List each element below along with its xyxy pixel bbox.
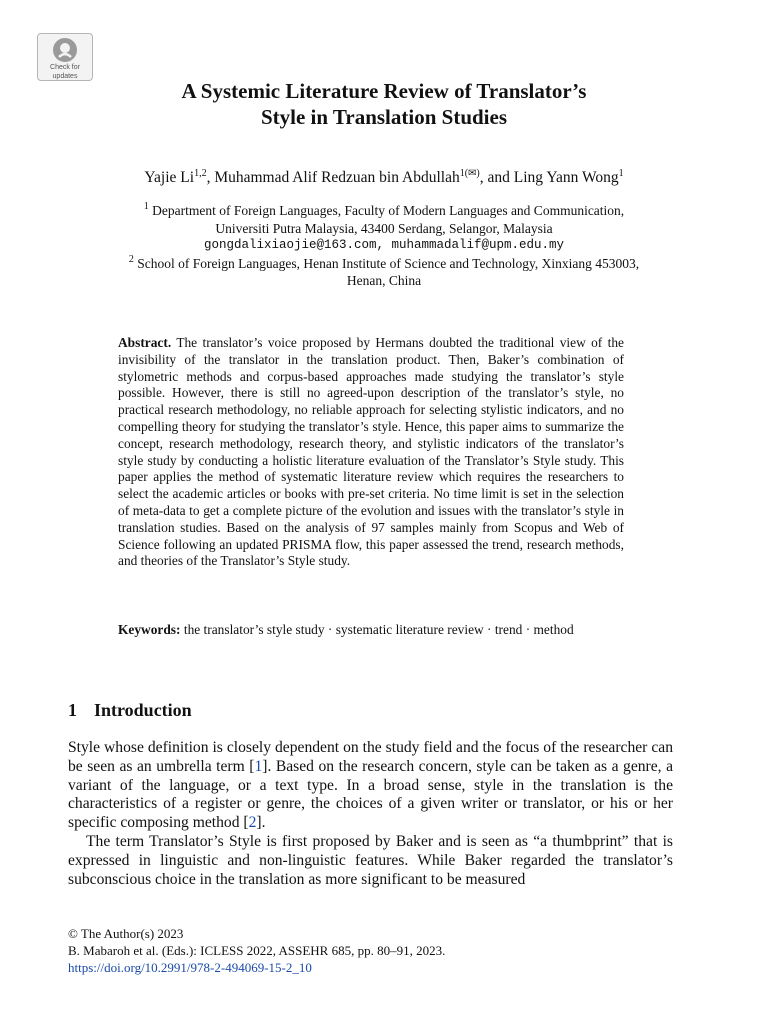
author-2: , Muhammad Alif Redzuan bin Abdullah — [206, 169, 460, 186]
paper-title — [0, 78, 768, 130]
affiliation-1-text: Department of Foreign Languages, Faculty of Modern Languages and Communication, — [152, 203, 625, 218]
section-number: 1 — [68, 700, 77, 720]
paragraph-1 — [68, 739, 673, 833]
p1-text-a: Style whose definition is closely dependent on the study field and the focus of the researcher can be seen as an umbrella term [ — [68, 739, 673, 775]
keywords — [118, 622, 624, 639]
badge-line-1: Check for — [50, 64, 80, 71]
abstract-label: Abstract. — [118, 335, 172, 350]
badge-line-2: updates — [52, 73, 78, 80]
keywords-text: the translator’s style study · systematic literature review · trend · method — [183, 622, 574, 637]
author-2-affil: 1(✉) — [459, 168, 480, 179]
author-1-affil: 1,2 — [194, 168, 207, 179]
doi-link[interactable]: https://doi.org/10.2991/978-2-494069-15-2_10 — [68, 960, 312, 975]
keywords-label: Keywords: — [118, 622, 181, 637]
affiliation-1-line-2: Universiti Putra Malaysia, 43400 Serdang, Selangor, Malaysia — [215, 220, 553, 236]
affiliation-2-number: 2 — [128, 253, 134, 265]
affiliation-2-line-2: Henan, China — [346, 273, 422, 288]
section-title: Introduction — [94, 700, 192, 720]
affiliations — [60, 202, 708, 290]
author-3-affil: 1 — [618, 168, 624, 179]
author-3: , and Ling Yann Wong — [479, 169, 619, 186]
copyright: © The Author(s) 2023 — [68, 926, 184, 941]
check-for-updates-badge[interactable] — [37, 33, 93, 81]
author-list — [0, 169, 768, 187]
abstract — [118, 335, 624, 570]
author-1: Yajie Li — [144, 169, 195, 186]
footer — [68, 925, 445, 976]
affiliation-2-line-1 — [60, 255, 708, 273]
citation-link-2[interactable]: 2 — [248, 814, 257, 832]
p1-text-b: ]. Based on the research concern, style can be taken as a genre, a variant of the language, or a text type. In a broad sense, style in the translation is the characteristics of a register or genre, the choices of a given writer or translator, or his or her specific composing method [ — [68, 757, 673, 832]
title-line-1: A Systemic Literature Review of Translator’s — [181, 79, 587, 103]
abstract-text: The translator’s voice proposed by Hermans doubted the traditional view of the invisibility of the translator in the translation product. Then, Baker’s combination of stylometric methods and corpus-based approaches made studying the translator’s style possible. However, there is still no agreed-upon description of the translator’s style, no practical research methodology, no reliable approach for selecting stylistic indicators, and no compelling theory for studying the translator’s style. Hence, this paper aims to summarize the concept, research methodology, research theory, and stylistic indicators of the translator’s style study by conducting a holistic literature evaluation of the Translator’s Style study. This paper applies the method of systematic literature review which requires the researchers to select the academic articles or books with pre-set criteria. No time limit is set in the selection of meta-data to get a complete picture of the evolution and issues with the translator’s style in translation studies. Based on the analysis of 97 samples mainly from Scopus and Web of Science following an updated PRISMA flow, this paper assessed the trend, research methods, and theories of the Translator’s Style study. — [118, 335, 624, 569]
citation-info: B. Mabaroh et al. (Eds.): ICLESS 2022, ASSEHR 685, pp. 80–91, 2023. — [68, 943, 446, 958]
affiliation-1-line-1 — [60, 202, 708, 220]
title-line-2: Style in Translation Studies — [260, 105, 508, 129]
update-check-icon — [52, 37, 78, 63]
author-emails[interactable]: gongdalixiaojie@163.com, muhammadalif@upm.edu.my — [203, 238, 565, 252]
body-text — [68, 739, 673, 889]
affiliation-2-text: School of Foreign Languages, Henan Institute of Science and Technology, Xinxiang 453003, — [137, 255, 640, 271]
section-heading — [68, 700, 192, 721]
affiliation-1-number: 1 — [143, 201, 149, 212]
citation-link-1[interactable]: 1 — [254, 757, 263, 775]
paragraph-2: The term Translator’s Style is first proposed by Baker and is seen as “a thumbprint” that is expressed in linguistic and non-linguistic features. While Baker regarded the translator’s subconscious choice in the translation as more significant to be measured — [68, 832, 673, 888]
p1-text-c: ]. — [256, 814, 266, 832]
